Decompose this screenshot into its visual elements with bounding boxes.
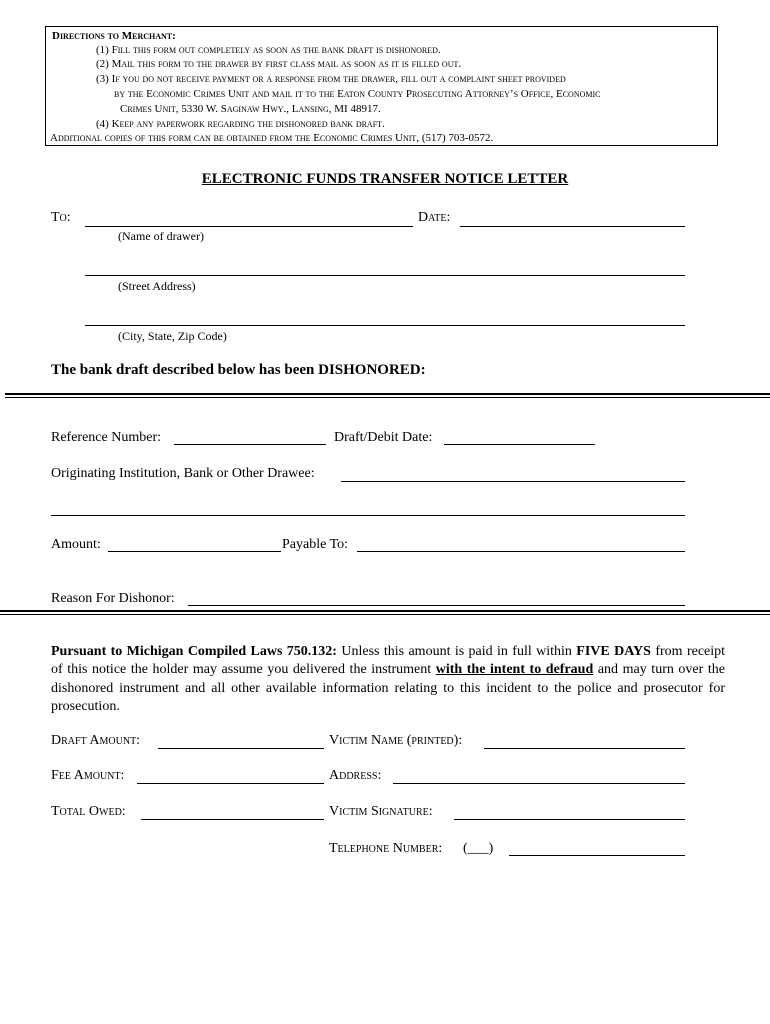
page-title: ELECTRONIC FUNDS TRANSFER NOTICE LETTER	[201, 171, 569, 187]
intent-emphasis: with the intent to defraud	[435, 662, 594, 678]
institution-field[interactable]	[341, 481, 685, 482]
street-address-field[interactable]	[85, 275, 685, 276]
payable-to-field[interactable]	[357, 551, 685, 552]
city-caption: (City, State, Zip Code)	[118, 329, 227, 343]
city-state-zip-field[interactable]	[85, 325, 685, 326]
directions-heading: Directions to Merchant:	[52, 30, 176, 42]
date-label: Date:	[418, 210, 451, 225]
directions-footer: Additional copies of this form can be obtained from the Economic Crimes Unit, (517) 703-0572.	[50, 132, 494, 144]
reason-field[interactable]	[188, 605, 685, 606]
reason-label: Reason For Dishonor:	[51, 591, 175, 606]
name-caption: (Name of drawer)	[118, 229, 204, 243]
five-days-emphasis: FIVE DAYS	[576, 644, 651, 659]
notice-paragraph	[51, 643, 725, 717]
amount-label: Amount:	[51, 537, 101, 552]
draft-amount-field[interactable]	[158, 748, 324, 749]
direction-item: by the Economic Crimes Unit and mail it to the Eaton County Prosecuting Attorney’s Office, Economic	[114, 88, 601, 100]
telephone-label: Telephone Number:	[329, 841, 443, 856]
debit-date-label: Draft/Debit Date:	[334, 430, 433, 445]
victim-name-field[interactable]	[484, 748, 685, 749]
telephone-field[interactable]	[509, 855, 685, 856]
direction-item: (3) If you do not receive payment or a response from the drawer, fill out a complaint sheet provided	[96, 73, 566, 85]
total-owed-label: Total Owed:	[51, 804, 126, 819]
draft-amount-label: Draft Amount:	[51, 733, 141, 748]
victim-address-field[interactable]	[393, 783, 685, 784]
reference-number-label: Reference Number:	[51, 430, 161, 445]
direction-item: (2) Mail this form to the drawer by first class mail as soon as it is filled out.	[96, 58, 462, 70]
direction-item: (4) Keep any paperwork regarding the dishonored bank draft.	[96, 118, 385, 130]
victim-name-label: Victim Name (printed):	[329, 733, 463, 748]
drawer-name-field[interactable]	[85, 226, 413, 227]
total-owed-field[interactable]	[141, 819, 324, 820]
payable-to-label: Payable To:	[282, 537, 349, 552]
notice-text: from receipt of this notice the holder may assume you delivered the instrument	[51, 644, 726, 678]
victim-signature-field[interactable]	[454, 819, 685, 820]
notice-text: and may turn over the dishonored instrument and all other available information relating to this incident to the police and prosecutor for prosecution.	[51, 662, 725, 715]
dishonored-heading: The bank draft described below has been DISHONORED:	[51, 362, 426, 378]
victim-signature-label: Victim Signature:	[329, 804, 433, 819]
street-caption: (Street Address)	[118, 279, 196, 293]
institution-field-line-2[interactable]	[51, 515, 685, 516]
area-code-field[interactable]: (___)	[463, 841, 494, 856]
notice-text: Unless this amount is paid in full within	[336, 644, 577, 659]
debit-date-field[interactable]	[444, 444, 595, 445]
reference-number-field[interactable]	[174, 444, 326, 445]
amount-field[interactable]	[108, 551, 281, 552]
to-label: To:	[51, 210, 71, 225]
directions-box	[45, 26, 718, 146]
date-field[interactable]	[460, 226, 685, 227]
address-label: Address:	[329, 768, 382, 783]
direction-item: (1) Fill this form out completely as soon as the bank draft is dishonored.	[96, 44, 441, 56]
fee-amount-field[interactable]	[137, 783, 324, 784]
institution-label: Originating Institution, Bank or Other Drawee:	[51, 466, 315, 481]
direction-item: Crimes Unit, 5330 W. Saginaw Hwy., Lansing, MI 48917.	[120, 103, 381, 115]
fee-amount-label: Fee Amount:	[51, 768, 125, 783]
law-citation: Pursuant to Michigan Compiled Laws 750.132:	[51, 644, 337, 659]
